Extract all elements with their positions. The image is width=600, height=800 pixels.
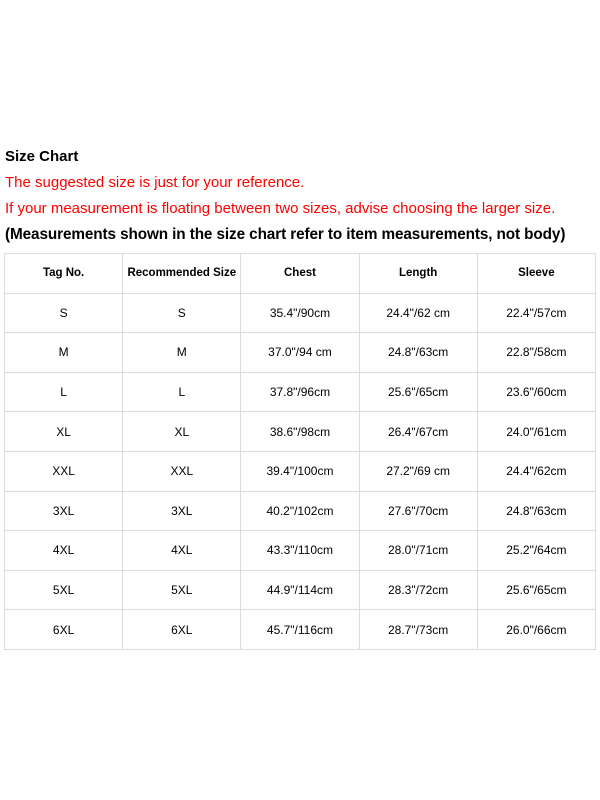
sizing-advice-note: If your measurement is floating between two sizes, advise choosing the larger size.	[5, 200, 556, 217]
cell-chest: 43.3"/110cm	[241, 531, 359, 571]
cell-length: 26.4"/67cm	[359, 412, 477, 452]
column-header-length: Length	[359, 254, 477, 294]
table-row	[5, 570, 596, 610]
cell-chest: 39.4"/100cm	[241, 451, 359, 491]
cell-tag-no: S	[5, 293, 123, 333]
cell-sleeve: 22.4"/57cm	[477, 293, 595, 333]
cell-tag-no: 6XL	[5, 610, 123, 650]
cell-length: 28.7"/73cm	[359, 610, 477, 650]
cell-tag-no: XL	[5, 412, 123, 452]
cell-recommended-size: S	[123, 293, 241, 333]
cell-tag-no: 5XL	[5, 570, 123, 610]
cell-length: 24.8"/63cm	[359, 333, 477, 373]
cell-recommended-size: L	[123, 372, 241, 412]
table-row	[5, 491, 596, 531]
measurement-disclaimer: (Measurements shown in the size chart refer to item measurements, not body)	[5, 226, 566, 243]
cell-chest: 40.2"/102cm	[241, 491, 359, 531]
cell-sleeve: 22.8"/58cm	[477, 333, 595, 373]
cell-recommended-size: M	[123, 333, 241, 373]
cell-recommended-size: XL	[123, 412, 241, 452]
cell-chest: 37.8"/96cm	[241, 372, 359, 412]
cell-chest: 44.9"/114cm	[241, 570, 359, 610]
cell-tag-no: 4XL	[5, 531, 123, 571]
column-header-recommended-size: Recommended Size	[123, 254, 241, 294]
column-header-chest: Chest	[241, 254, 359, 294]
column-header-sleeve: Sleeve	[477, 254, 595, 294]
cell-sleeve: 26.0"/66cm	[477, 610, 595, 650]
cell-recommended-size: 6XL	[123, 610, 241, 650]
cell-length: 27.6"/70cm	[359, 491, 477, 531]
cell-tag-no: M	[5, 333, 123, 373]
table-row	[5, 610, 596, 650]
table-row	[5, 531, 596, 571]
cell-chest: 37.0"/94 cm	[241, 333, 359, 373]
cell-length: 27.2"/69 cm	[359, 451, 477, 491]
cell-sleeve: 24.8"/63cm	[477, 491, 595, 531]
cell-tag-no: XXL	[5, 451, 123, 491]
column-header-tag-no: Tag No.	[5, 254, 123, 294]
cell-length: 25.6"/65cm	[359, 372, 477, 412]
cell-recommended-size: XXL	[123, 451, 241, 491]
cell-length: 28.0"/71cm	[359, 531, 477, 571]
cell-sleeve: 25.2"/64cm	[477, 531, 595, 571]
size-chart-table	[4, 253, 596, 650]
cell-length: 24.4"/62 cm	[359, 293, 477, 333]
cell-length: 28.3"/72cm	[359, 570, 477, 610]
cell-tag-no: 3XL	[5, 491, 123, 531]
cell-tag-no: L	[5, 372, 123, 412]
cell-recommended-size: 3XL	[123, 491, 241, 531]
reference-note: The suggested size is just for your reference.	[5, 174, 305, 191]
table-row	[5, 412, 596, 452]
cell-recommended-size: 4XL	[123, 531, 241, 571]
size-chart-header	[5, 147, 597, 245]
page-title: Size Chart	[5, 148, 79, 165]
cell-sleeve: 24.0"/61cm	[477, 412, 595, 452]
table-row	[5, 451, 596, 491]
table-row	[5, 372, 596, 412]
cell-chest: 38.6"/98cm	[241, 412, 359, 452]
cell-sleeve: 24.4"/62cm	[477, 451, 595, 491]
table-row	[5, 293, 596, 333]
table-header-row	[5, 254, 596, 294]
cell-recommended-size: 5XL	[123, 570, 241, 610]
cell-sleeve: 23.6"/60cm	[477, 372, 595, 412]
table-row	[5, 333, 596, 373]
cell-chest: 35.4"/90cm	[241, 293, 359, 333]
cell-chest: 45.7"/116cm	[241, 610, 359, 650]
cell-sleeve: 25.6"/65cm	[477, 570, 595, 610]
